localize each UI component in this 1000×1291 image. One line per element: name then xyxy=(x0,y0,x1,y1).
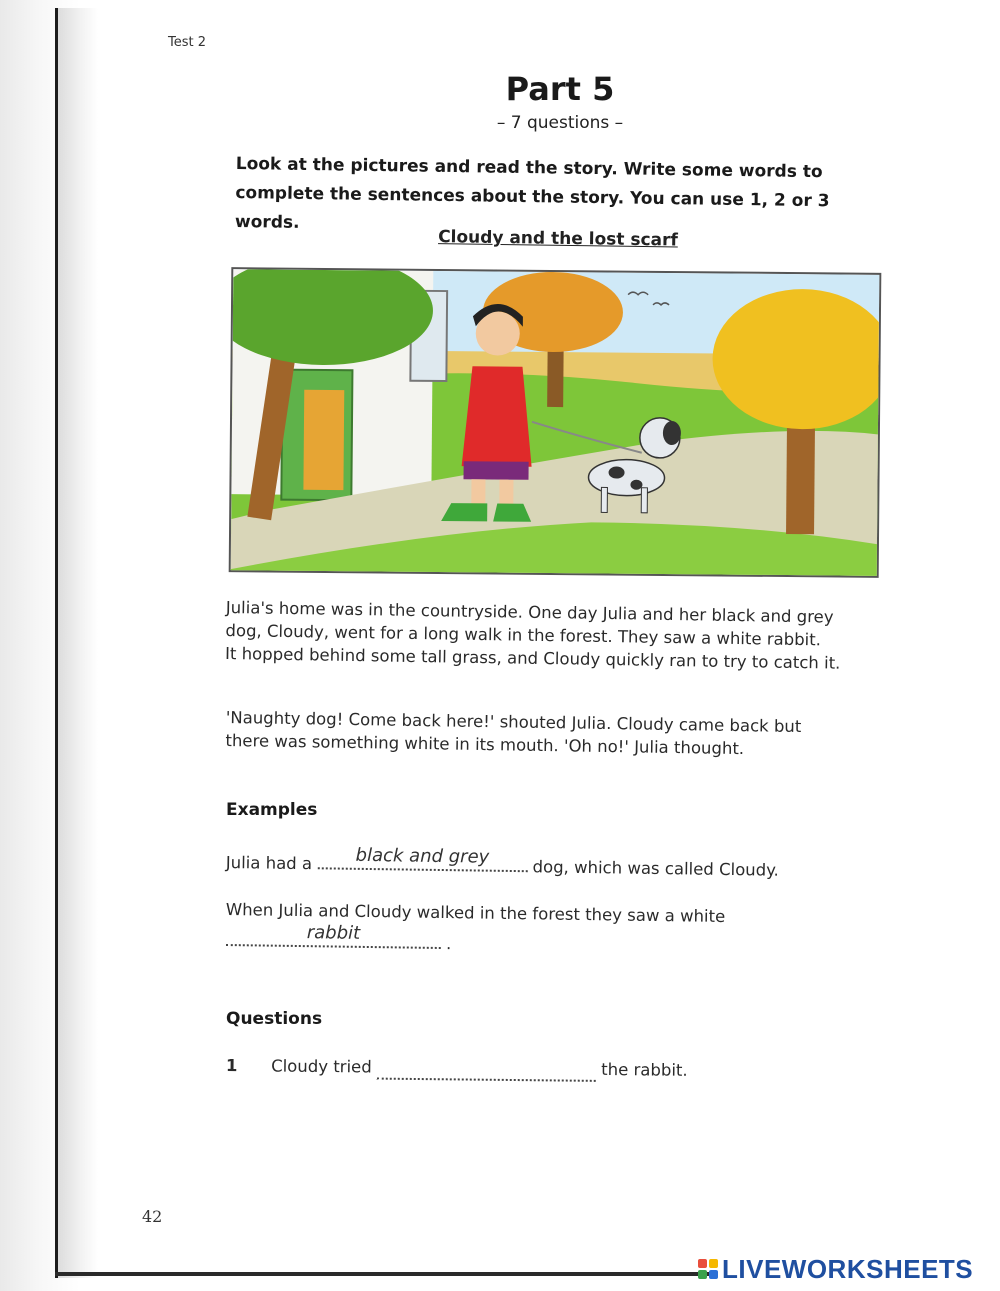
logo-squares-icon xyxy=(698,1259,718,1279)
dog-leg xyxy=(601,487,607,512)
question-1 xyxy=(226,1055,688,1083)
example-1-before: Julia had a xyxy=(225,852,313,874)
story-p2-line-2: there was something white in its mouth. 'Oh no!' Julia thought. xyxy=(225,730,745,759)
instructions-line-2: complete the sentences about the story. You can use 1, 2 or 3 words. xyxy=(234,182,830,233)
example-1 xyxy=(225,844,779,880)
question-1-before: Cloudy tried xyxy=(271,1056,372,1077)
example-1-blank xyxy=(317,844,527,872)
story-p1-line-2: dog, Cloudy, went for a long walk in the forest. They saw a white rabbit. xyxy=(225,620,822,650)
page-number: 42 xyxy=(142,1207,163,1226)
example-1-after: dog, which was called Cloudy. xyxy=(532,857,779,880)
story-illustration xyxy=(229,267,882,578)
story-p1-line-3: It hopped behind some tall grass, and Cloudy quickly ran to try to catch it. xyxy=(224,643,841,673)
running-head: Test 2 xyxy=(168,35,207,50)
example-2-line-1: When Julia and Cloudy walked in the forest they saw a white xyxy=(225,900,726,926)
dog-leg xyxy=(641,488,647,513)
example-2-after: . xyxy=(445,934,452,954)
question-1-number: 1 xyxy=(225,1056,238,1076)
question-1-answer-input[interactable] xyxy=(377,1057,596,1082)
question-1-after: the rabbit. xyxy=(601,1059,688,1080)
page-bottom-edge xyxy=(55,1272,715,1276)
story-p1-line-1: Julia's home was in the countryside. One day Julia and her black and grey xyxy=(225,597,834,627)
part-subtitle: – 7 questions – xyxy=(496,113,624,133)
story-title: Cloudy and the lost scarf xyxy=(438,227,678,251)
door-interior xyxy=(303,390,344,490)
part-title: Part 5 xyxy=(505,70,615,108)
liveworksheets-logo[interactable] xyxy=(698,1254,973,1284)
story-paragraph-1 xyxy=(225,596,866,675)
illustration-scene xyxy=(231,269,882,578)
example-2-blank xyxy=(226,922,441,949)
example-2-line-2 xyxy=(226,922,452,954)
story-p2-line-1: 'Naughty dog! Come back here!' shouted Julia. Cloudy came back but xyxy=(225,707,802,737)
girl-skirt xyxy=(464,461,529,480)
example-2-answer: rabbit xyxy=(306,922,361,944)
dog-body xyxy=(588,459,664,496)
examples-heading: Examples xyxy=(226,800,318,820)
girl-raincoat xyxy=(462,366,533,467)
story-paragraph-2 xyxy=(225,706,866,762)
binding-shadow xyxy=(58,8,98,1278)
page-left-edge xyxy=(55,8,58,1278)
questions-heading: Questions xyxy=(226,1009,323,1029)
instructions-line-1: Look at the pictures and read the story. Write some words to xyxy=(235,153,823,183)
example-1-answer: black and grey xyxy=(355,844,490,868)
logo-text: LIVEWORKSHEETS xyxy=(722,1253,974,1284)
